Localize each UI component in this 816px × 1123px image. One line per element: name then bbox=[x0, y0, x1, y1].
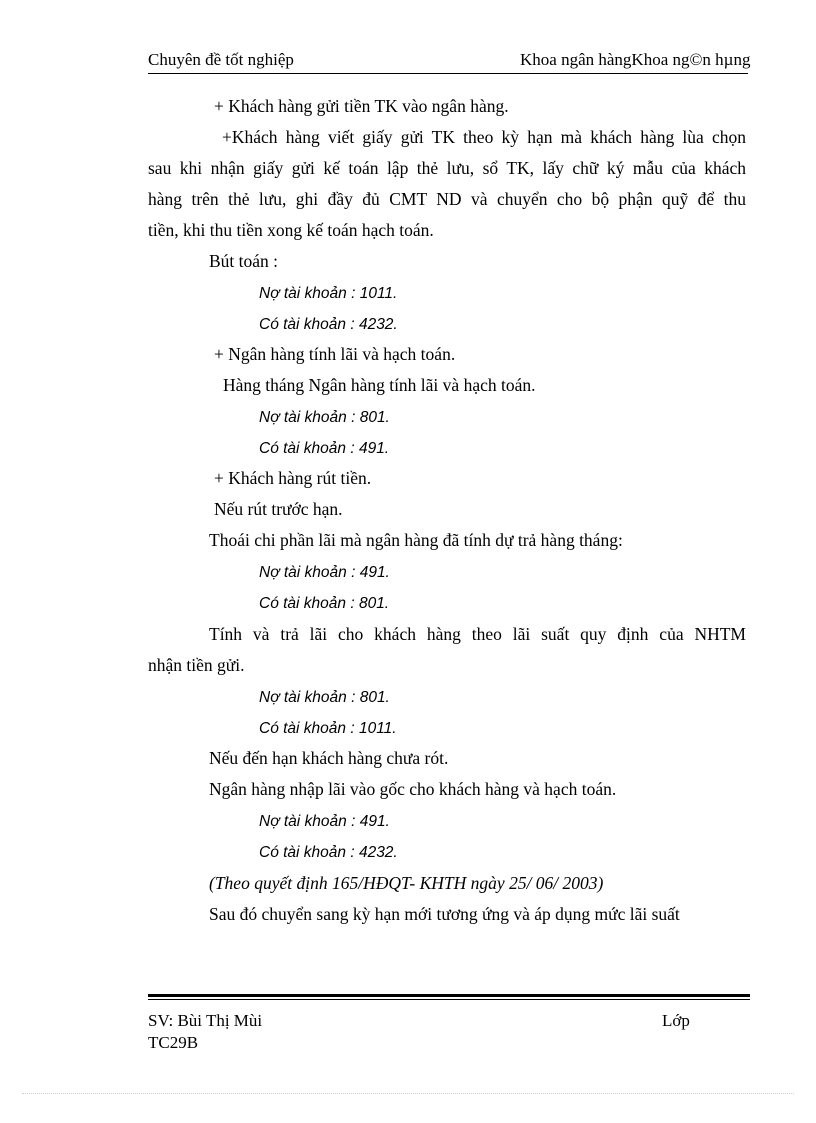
paragraph-procedure-line-3: hàng trên thẻ lưu, ghi đầy đủ CMT ND và chuyển cho bộ phận quỹ để thu bbox=[148, 189, 746, 209]
paragraph-maturity: Nếu đến hạn khách hàng chưa rót. bbox=[209, 748, 449, 768]
journal-entry-debit: Nợ tài khoản : 801. bbox=[259, 409, 390, 426]
header-thesis-title: Chuyên đề tốt nghiệp bbox=[148, 50, 294, 69]
footer-rule-thin bbox=[148, 999, 750, 1000]
journal-entry-credit: Có tài khoản : 4232. bbox=[259, 316, 398, 333]
paragraph-reverse-interest: Thoái chi phần lãi mà ngân hàng đã tính dự trả hàng tháng: bbox=[209, 530, 623, 550]
journal-entry-credit: Có tài khoản : 801. bbox=[259, 595, 390, 612]
journal-entry-credit: Có tài khoản : 491. bbox=[259, 440, 390, 457]
paragraph-pay-interest-line-2: nhận tiền gửi. bbox=[148, 655, 245, 675]
journal-entry-debit: Nợ tài khoản : 1011. bbox=[259, 285, 398, 302]
journal-entry-debit: Nợ tài khoản : 801. bbox=[259, 689, 390, 706]
footer-rule-thick bbox=[148, 994, 750, 997]
decision-reference: (Theo quyết định 165/HĐQT- KHTH ngày 25/ 06/ 2003) bbox=[209, 873, 604, 893]
paragraph-procedure-line-1: +Khách hàng viết giấy gửi TK theo kỳ hạn mà khách hàng lùa chọn bbox=[222, 127, 746, 147]
journal-entry-debit: Nợ tài khoản : 491. bbox=[259, 564, 390, 581]
paragraph-procedure-line-2: sau khi nhận giấy gửi kế toán lập thẻ lưu, sổ TK, lấy chữ ký mẫu của khách bbox=[148, 158, 746, 178]
paragraph-rollover: Sau đó chuyển sang kỳ hạn mới tương ứng và áp dụng mức lãi suất bbox=[209, 904, 680, 924]
header-faculty: Khoa ngân hàngKhoa ng©n hµng bbox=[520, 50, 751, 69]
paragraph-early-withdrawal: Nếu rút trước hạn. bbox=[214, 499, 343, 519]
footer-class-code: TC29B bbox=[148, 1033, 199, 1052]
journal-entry-credit: Có tài khoản : 4232. bbox=[259, 844, 398, 861]
page-bottom-edge bbox=[22, 1093, 794, 1094]
paragraph-monthly-interest: Hàng tháng Ngân hàng tính lãi và hạch toán. bbox=[223, 375, 536, 395]
journal-entry-debit: Nợ tài khoản : 491. bbox=[259, 813, 390, 830]
footer-student-name: SV: Bùi Thị Mùi bbox=[148, 1011, 263, 1030]
paragraph-capitalize-interest: Ngân hàng nhập lãi vào gốc cho khách hàng và hạch toán. bbox=[209, 779, 617, 799]
page-header bbox=[148, 49, 751, 74]
journal-entry-credit: Có tài khoản : 1011. bbox=[259, 720, 397, 737]
footer-class-label: Lớp bbox=[662, 1011, 690, 1030]
paragraph-interest: + Ngân hàng tính lãi và hạch toán. bbox=[214, 344, 456, 364]
entry-heading: Bút toán : bbox=[209, 251, 279, 271]
paragraph-withdrawal: + Khách hàng rút tiền. bbox=[214, 468, 372, 488]
paragraph-procedure-line-4: tiền, khi thu tiền xong kế toán hạch toán. bbox=[148, 220, 434, 240]
paragraph-pay-interest-line-1: Tính và trả lãi cho khách hàng theo lãi suất quy định của NHTM bbox=[209, 624, 746, 644]
paragraph-deposit: + Khách hàng gửi tiền TK vào ngân hàng. bbox=[214, 96, 509, 116]
